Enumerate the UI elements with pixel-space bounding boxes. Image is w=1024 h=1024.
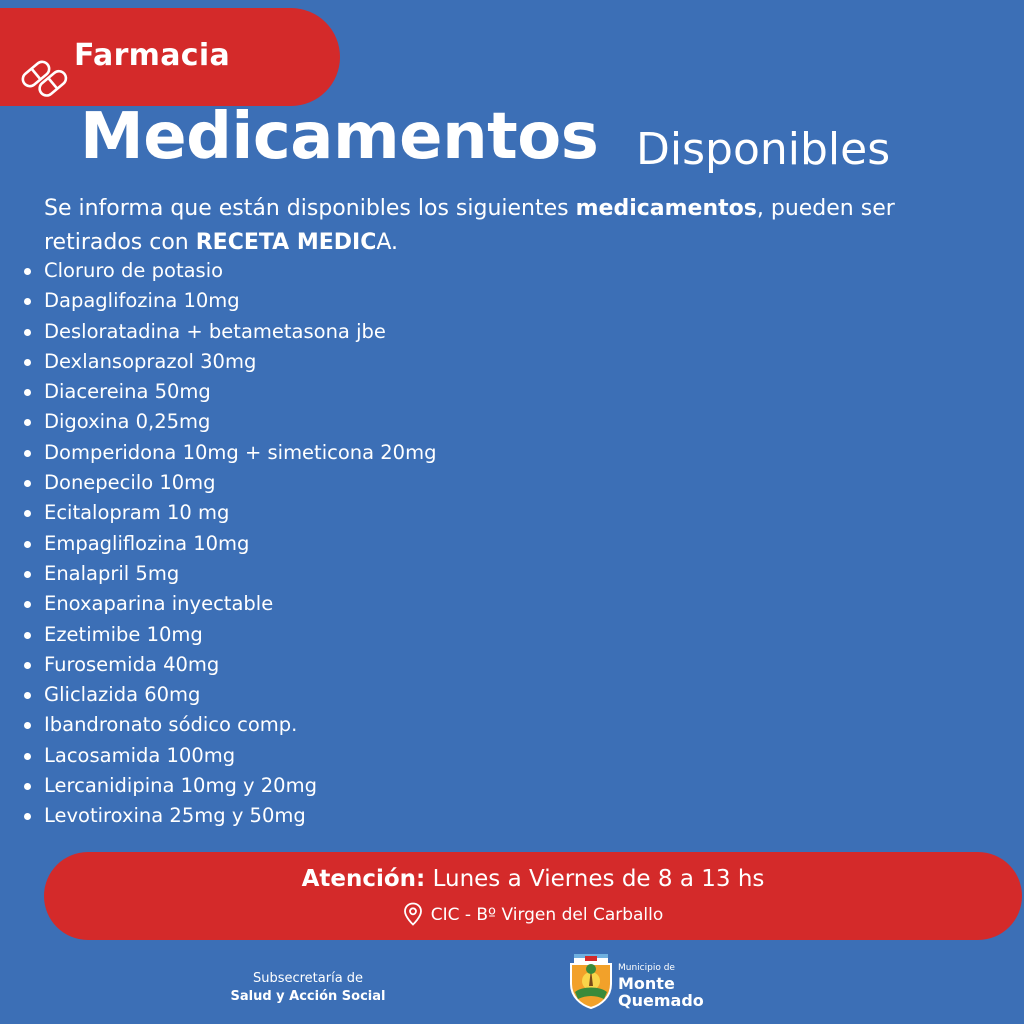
badge-label: Farmacia [74,38,230,73]
bullet-icon [24,662,31,669]
bullet-icon [24,601,31,608]
medication-list [0,256,436,832]
medication-item [0,256,436,286]
medication-name: Gliclazida 60mg [44,683,201,707]
medication-item [0,347,436,377]
medication-name: Cloruro de potasio [44,259,224,282]
bullet-icon [24,632,31,639]
bullet-icon [24,268,31,275]
medication-item [0,407,436,437]
muni-small-label: Municipio de [618,963,675,973]
bullet-icon [24,692,31,699]
medication-name: Digoxina 0,25mg [44,410,211,434]
medication-item [0,377,436,407]
intro-text [44,192,994,260]
medication-name: Empagliflozina 10mg [44,531,250,555]
bullet-icon [24,541,31,548]
medication-item [0,680,436,710]
bullet-icon [24,510,31,517]
bullet-icon [24,389,31,396]
medication-item [0,438,436,468]
place-line [44,902,1022,926]
dept-signature [200,970,416,1006]
bullet-icon [24,359,31,366]
bullet-icon [24,480,31,487]
medication-item [0,741,436,771]
medication-item [0,801,436,831]
municipal-crest-logo [566,952,616,1010]
medication-name: Ibandronato sódico comp. [44,713,298,737]
medication-item [0,589,436,619]
bullet-icon [24,329,31,336]
medication-name: Lacosamida 100mg [44,743,236,767]
dept-line2: Salud y Acción Social [230,989,386,1004]
medication-name: Diacereina 50mg [44,380,211,404]
bullet-icon [24,753,31,760]
medication-item [0,529,436,559]
medication-name: Lercanidipina 10mg y 20mg [44,774,317,798]
farmacia-badge [0,8,340,106]
medication-name: Dapaglifozina 10mg [44,289,240,313]
bullet-icon [24,419,31,426]
intro-part3: A. [376,230,399,255]
pill-capsule-icon [18,48,74,104]
medication-item [0,498,436,528]
hours-value: Lunes a Viernes de 8 a 13 hs [425,866,765,892]
dept-line1: Subsecretaría de [252,971,364,986]
bullet-icon [24,298,31,305]
medication-item [0,468,436,498]
intro-part2: , pueden ser retirados con [44,196,895,255]
location-pin-icon [403,902,423,926]
medication-item [0,650,436,680]
medication-item [0,620,436,650]
place-text: CIC - Bº Virgen del Carballo [430,905,664,925]
medication-item [0,710,436,740]
medication-item [0,317,436,347]
muni-name-line2: Quemado [618,991,704,1010]
medication-name: Enoxaparina inyectable [44,592,274,616]
muni-name-line1: Monte [618,974,675,993]
intro-bold-medicamentos: medicamentos [575,196,757,221]
medication-name: Domperidona 10mg + simeticona 20mg [44,440,437,464]
page-subtitle: Disponibles [636,124,891,175]
medication-name: Ezetimibe 10mg [44,622,203,646]
bullet-icon [24,722,31,729]
page-title: Medicamentos [80,100,599,174]
medication-name: Donepecilo 10mg [44,471,216,495]
bullet-icon [24,571,31,578]
hours-label: Atención: [301,866,426,892]
medication-item [0,771,436,801]
medication-name: Enalapril 5mg [44,561,180,585]
hours-line [44,866,1022,892]
bullet-icon [24,813,31,820]
medication-name: Furosemida 40mg [44,652,220,676]
medication-name: Levotiroxina 25mg y 50mg [44,804,306,828]
intro-bold-receta: RECETA MEDIC [195,230,377,255]
medication-item [0,559,436,589]
medication-name: Desloratadina + betametasona jbe [44,319,386,343]
hours-banner [44,852,1022,940]
bullet-icon [24,450,31,457]
intro-part1: Se informa que están disponibles los siguientes [44,196,576,221]
medication-name: Ecitalopram 10 mg [44,501,230,525]
medication-item [0,286,436,316]
bullet-icon [24,783,31,790]
municipality-logo-text [618,964,704,1009]
medication-name: Dexlansoprazol 30mg [44,349,257,373]
